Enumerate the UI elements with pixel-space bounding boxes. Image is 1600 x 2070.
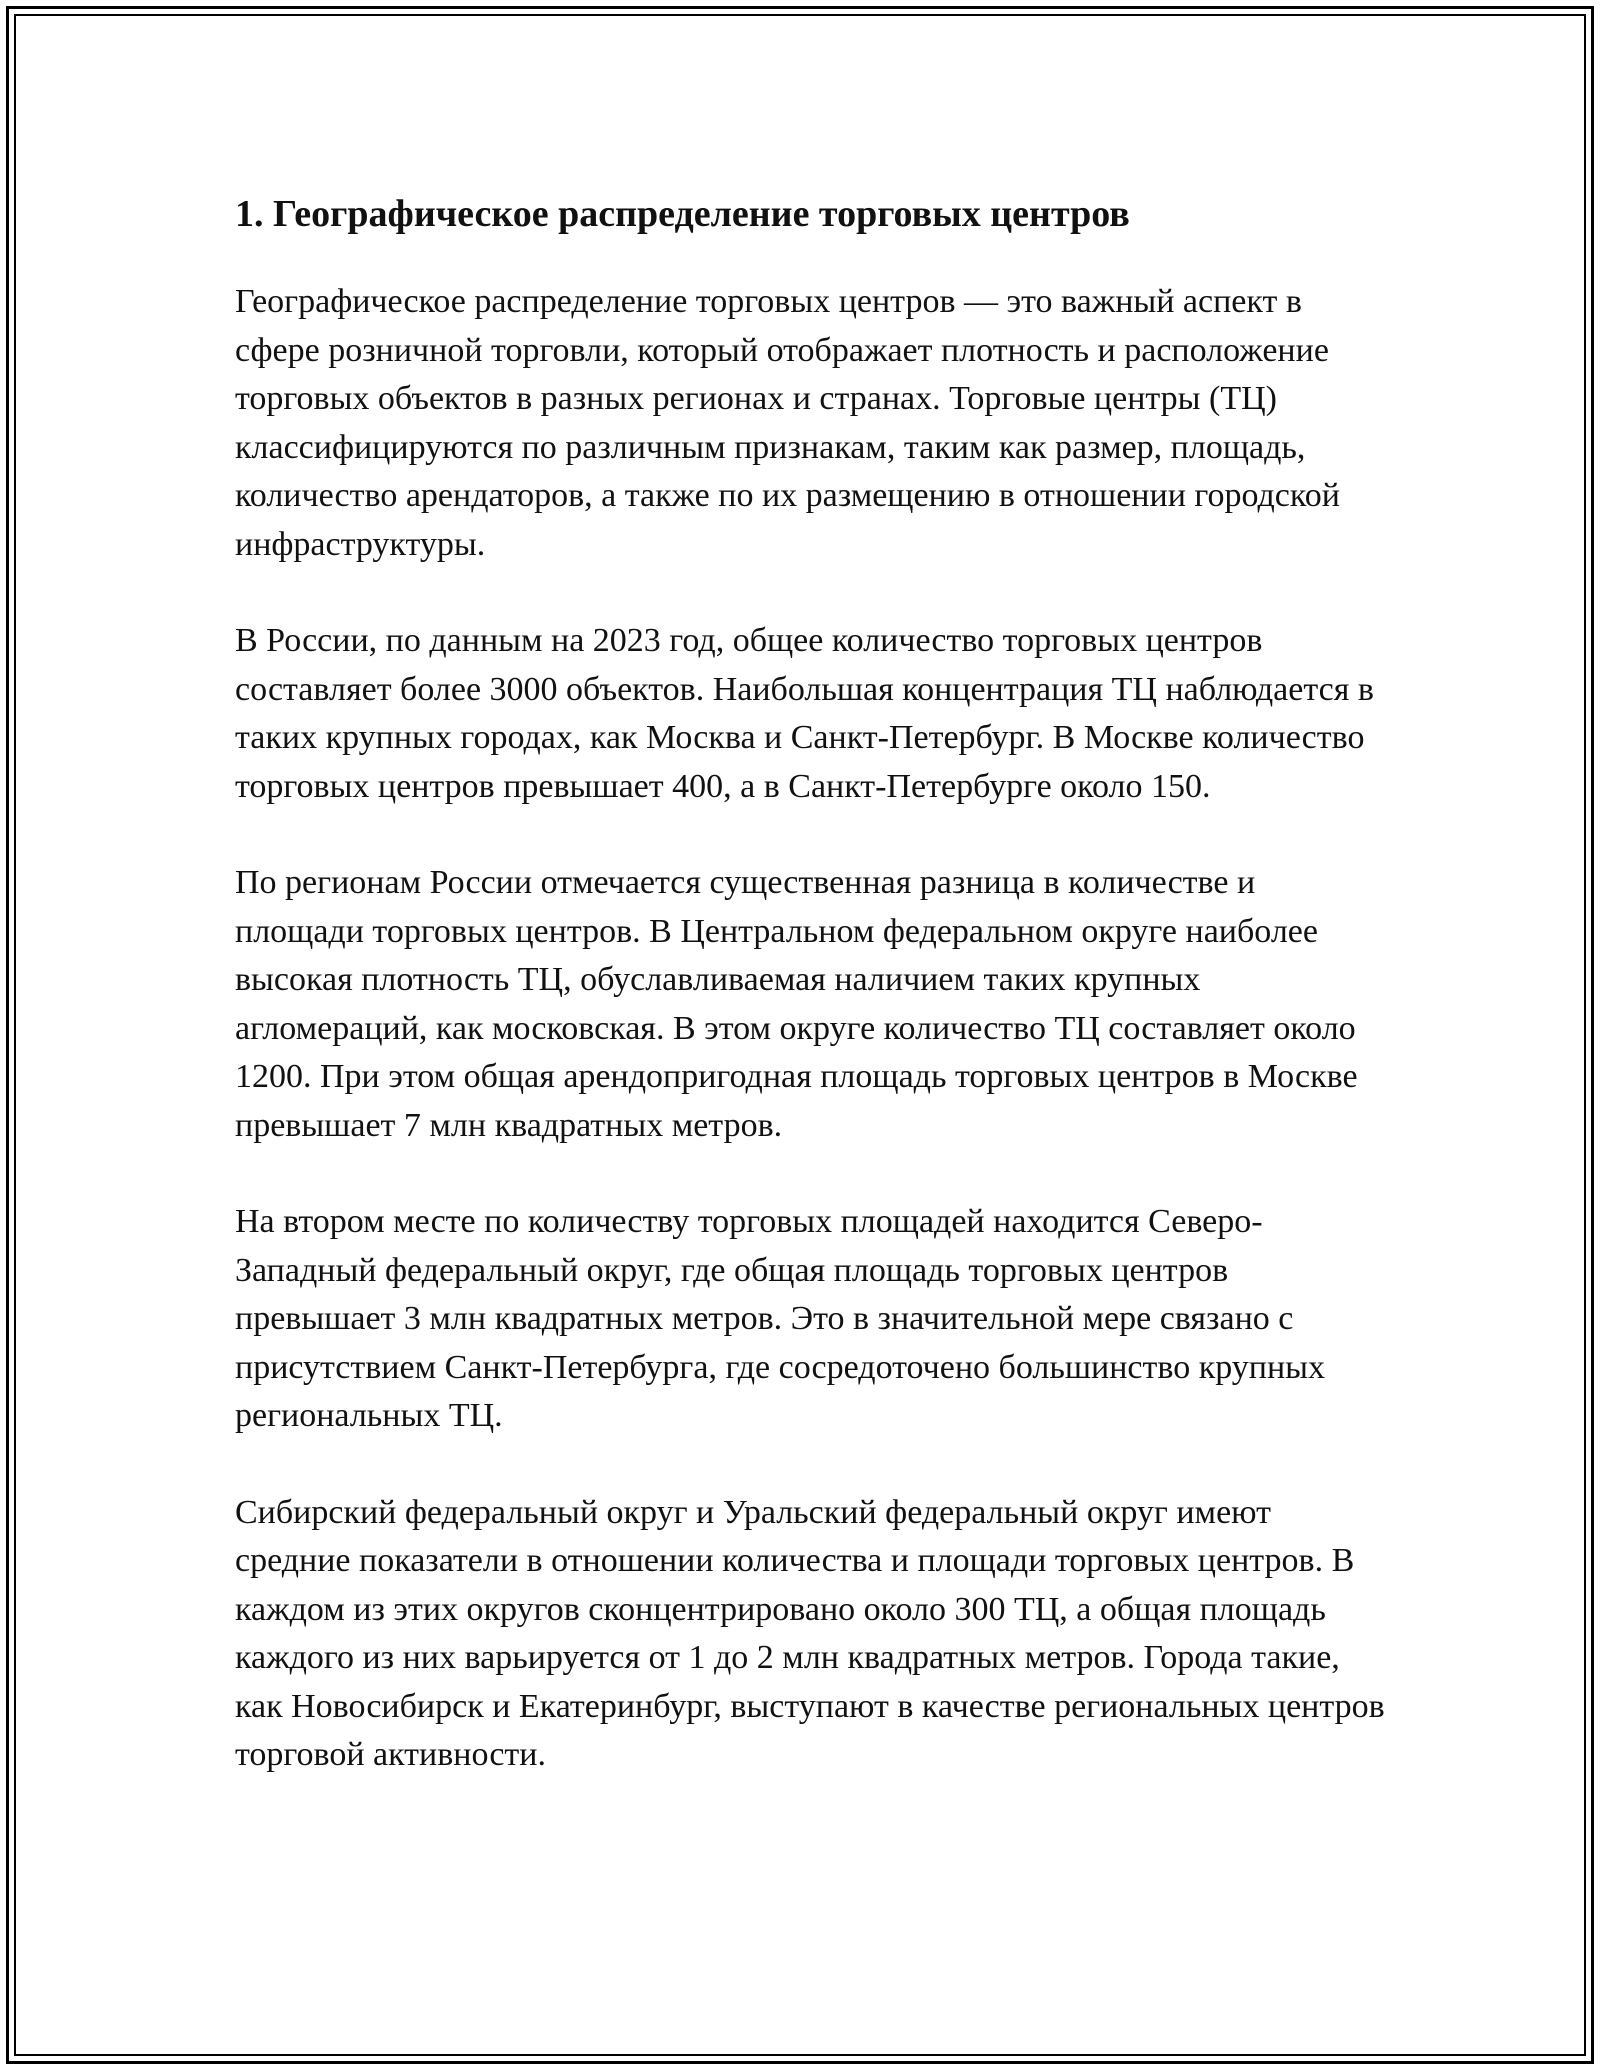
paragraph-northwest-district: На втором месте по количеству торговых площадей находится Северо-Западный федеральный округ, где общая площадь торговых центров превышает 3 млн квадратных метров. Это в значительной мере связано с присутствием Санкт-Петербурга, где сосредоточено большинство крупных региональных ТЦ. [235, 1203, 1326, 1434]
section-heading: 1. Географическое распределение торговых центров [235, 193, 1130, 235]
paragraph-regional-differences: По регионам России отмечается существенная разница в количестве и площади торговых центров. В Центральном федеральном округе наиболее высокая плотность ТЦ, обуславливаемая наличием таких крупных агломераций, как московская. В этом округе количество ТЦ составляет около 1200. При этом общая арендопригодная площадь торговых центров в Москве превышает 7 млн квадратных метров. [235, 864, 1358, 1144]
paragraph-intro: Географическое распределение торговых центров — это важный аспект в сфере розничной торговли, который отображает плотность и расположение торговых объектов в разных регионах и странах. Торговые центры (ТЦ) классифицируются по различным признакам, таким как размер, площадь, количество арендаторов, а также по их размещению в отношении городской инфраструктуры. [235, 283, 1340, 563]
paragraph-russia-totals: В России, по данным на 2023 год, общее количество торговых центров составляет более 3000 объектов. Наибольшая концентрация ТЦ наблюдается в таких крупных городах, как Москва и Санкт-Петербург. В Москве количество торговых центров превышает 400, а в Санкт-Петербурге около 150. [235, 622, 1374, 805]
document-body [235, 184, 1385, 1828]
paragraph-siberia-ural-districts: Сибирский федеральный округ и Уральский федеральный округ имеют средние показатели в отношении количества и площади торговых центров. В каждом из этих округов сконцентрировано около 300 ТЦ, а общая площадь каждого из них варьируется от 1 до 2 млн квадратных метров. Города такие, как Новосибирск и Екатеринбург, выступают в качестве региональных центров торговой активности. [235, 1493, 1385, 1773]
